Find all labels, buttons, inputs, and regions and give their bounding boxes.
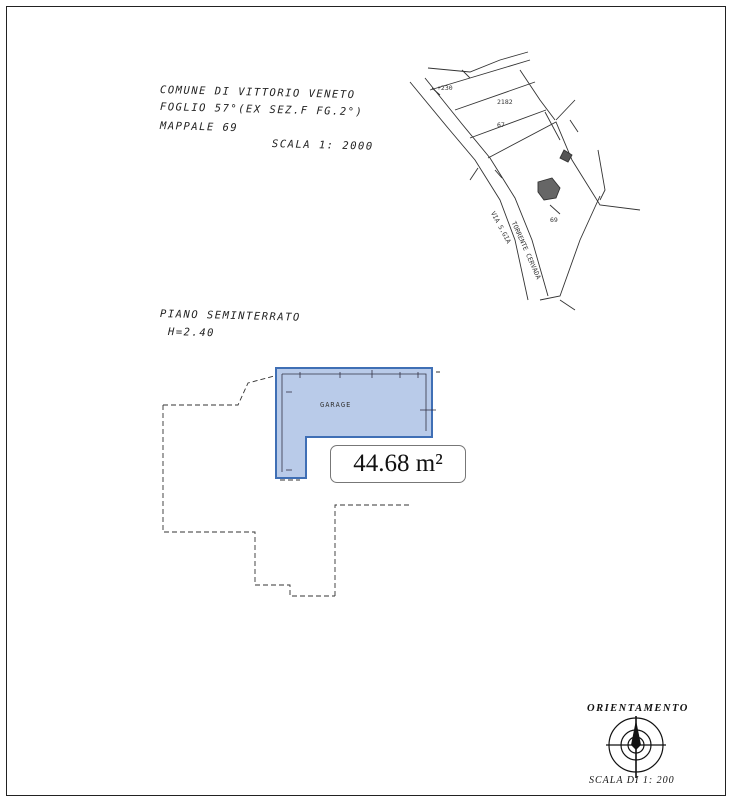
floor-height-label: H=2.40 [167,326,216,340]
municipality-label: COMUNE DI VITTORIO VENETO [159,84,356,102]
sheet-label: FOGLIO 57°(EX SEZ.F FG.2°) [159,101,364,119]
map-parcel-a-label: 2182 [497,98,513,106]
compass-scale-label: SCALA DI 1: 200 [589,775,675,786]
elevation-label: +230 [437,84,453,92]
floor-name-label: PIANO SEMINTERRATO [159,308,301,324]
parcel-label: MAPPALE 69 [159,120,239,135]
map-parcel-main-label: 69 [550,216,558,224]
compass-title: ORIENTAMENTO [587,703,689,714]
map-parcel-b-label: 67 [497,121,505,129]
area-badge: 44.68 m² [330,445,466,483]
map-scale-label: SCALA 1: 2000 [271,138,374,153]
street-label-1: VIA S.GIA [488,210,513,245]
street-label-2: TORRENTE CERVADA [509,220,543,281]
garage-room-label: GARAGE [320,401,352,409]
